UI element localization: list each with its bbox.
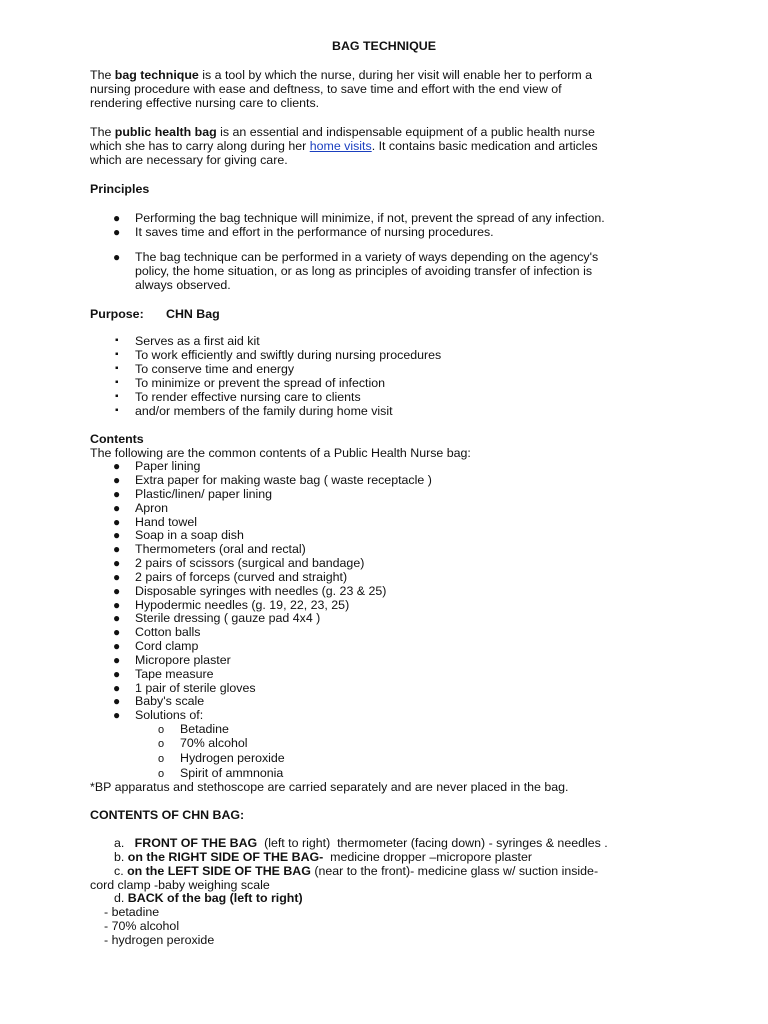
bullet-dot: ● — [113, 487, 121, 501]
sub-bullet-circle: o — [158, 768, 165, 780]
contents-item: Solutions of: — [135, 708, 204, 722]
bullet-dot: ● — [113, 501, 121, 515]
solution-item: Hydrogen peroxide — [180, 751, 285, 765]
bullet-dot: ● — [113, 473, 121, 487]
sub-bullet-circle: o — [158, 738, 165, 750]
intro-p2-line3: which are necessary for giving care. — [90, 153, 288, 167]
chn-item-a: a. FRONT OF THE BAG (left to right) thermometer (facing down) - syringes & needles . — [114, 836, 608, 850]
contents-item: Thermometers (oral and rectal) — [135, 542, 306, 556]
contents-intro: The following are the common contents of a Public Health Nurse bag: — [90, 446, 471, 460]
purpose-subheading: CHN Bag — [166, 307, 220, 321]
bullet-square: ▪ — [115, 405, 119, 416]
principles-item-3-line1: The bag technique can be performed in a variety of ways depending on the agency's — [135, 250, 599, 264]
intro-p2-line1: The public health bag is an essential and indispensable equipment of a public health nurse — [90, 125, 595, 139]
intro-p1-line3: rendering effective nursing care to clients. — [90, 96, 320, 110]
purpose-item: To work efficiently and swiftly during nursing procedures — [135, 348, 442, 362]
principles-item-1: Performing the bag technique will minimize, if not, prevent the spread of any infection. — [135, 211, 605, 225]
bullet-square: ▪ — [115, 363, 119, 374]
bullet-dot: ● — [113, 708, 121, 722]
intro-p1-line2: nursing procedure with ease and deftness, to save time and effort with the end view of — [90, 82, 562, 96]
bullet-square: ▪ — [115, 349, 119, 360]
bullet-dot: ● — [113, 556, 121, 570]
bullet-square: ▪ — [115, 335, 119, 346]
purpose-item: To minimize or prevent the spread of infection — [135, 376, 386, 390]
bullet-dot: ● — [113, 694, 121, 708]
principles-item-2: It saves time and effort in the performance of nursing procedures. — [135, 225, 494, 239]
public-health-bag-term: public health bag — [114, 125, 217, 139]
solution-item: Spirit of ammnonia — [180, 766, 284, 780]
home-visits-link[interactable]: home visits — [309, 139, 372, 153]
solution-item: 70% alcohol — [180, 736, 248, 750]
back-item: - betadine — [104, 905, 160, 919]
contents-item: Apron — [135, 501, 169, 515]
bullet-dot: ● — [113, 584, 121, 598]
sub-bullet-circle: o — [158, 724, 165, 736]
intro-p2-line2: which she has to carry along during her home visits. It contains basic medication and articles — [90, 139, 598, 153]
bullet-dot: ● — [113, 653, 121, 667]
bullet-dot: ● — [113, 211, 121, 225]
principles-item-3-line3: always observed. — [135, 278, 231, 292]
contents-item: Extra paper for making waste bag ( waste receptacle ) — [135, 473, 432, 487]
bullet-dot: ● — [113, 528, 121, 542]
chn-item-d: d. BACK of the bag (left to right) — [114, 891, 303, 905]
chn-item-c-line2: cord clamp -baby weighing scale — [90, 878, 270, 892]
back-item: - hydrogen peroxide — [104, 933, 215, 947]
bullet-dot: ● — [113, 681, 121, 695]
sub-bullet-circle: o — [158, 753, 165, 765]
chn-heading: CONTENTS OF CHN BAG: — [90, 808, 245, 822]
bullet-dot: ● — [113, 225, 121, 239]
contents-item: 2 pairs of forceps (curved and straight) — [135, 570, 348, 584]
contents-item: Micropore plaster — [135, 653, 231, 667]
bullet-dot: ● — [113, 570, 121, 584]
page-title: BAG TECHNIQUE — [332, 39, 436, 53]
bullet-dot: ● — [113, 598, 121, 612]
bullet-square: ▪ — [115, 377, 119, 388]
chn-item-c-line1: c. on the LEFT SIDE OF THE BAG (near to the front)- medicine glass w/ suction inside- — [114, 864, 599, 878]
bullet-dot: ● — [113, 667, 121, 681]
bullet-dot: ● — [113, 639, 121, 653]
bullet-dot: ● — [113, 250, 121, 264]
contents-item: 1 pair of sterile gloves — [135, 681, 256, 695]
principles-heading: Principles — [90, 182, 150, 196]
contents-note: *BP apparatus and stethoscope are carried separately and are never placed in the bag. — [90, 780, 569, 794]
contents-item: Hand towel — [135, 515, 197, 529]
purpose-heading: Purpose: — [90, 307, 144, 321]
bullet-dot: ● — [113, 542, 121, 556]
bullet-dot: ● — [113, 515, 121, 529]
purpose-item: Serves as a first aid kit — [135, 334, 260, 348]
purpose-item: To render effective nursing care to clients — [135, 390, 361, 404]
contents-item: Hypodermic needles (g. 19, 22, 23, 25) — [135, 598, 350, 612]
contents-item: Soap in a soap dish — [135, 528, 244, 542]
contents-item: Sterile dressing ( gauze pad 4x4 ) — [135, 611, 321, 625]
contents-item: Tape measure — [135, 667, 214, 681]
bullet-square: ▪ — [115, 391, 119, 402]
contents-item: Paper lining — [135, 459, 201, 473]
bullet-dot: ● — [113, 625, 121, 639]
contents-heading: Contents — [90, 432, 144, 446]
contents-item: 2 pairs of scissors (surgical and bandage) — [135, 556, 365, 570]
solution-item: Betadine — [180, 722, 229, 736]
intro-p1-line1: The bag technique is a tool by which the nurse, during her visit will enable her to perform a — [90, 68, 593, 82]
back-item: - 70% alcohol — [104, 919, 180, 933]
contents-item: Cord clamp — [135, 639, 199, 653]
contents-item: Baby's scale — [135, 694, 205, 708]
bullet-dot: ● — [113, 459, 121, 473]
bullet-dot: ● — [113, 611, 121, 625]
contents-item: Cotton balls — [135, 625, 201, 639]
principles-item-3-line2: policy, the home situation, or as long as principles of avoiding transfer of infection is — [135, 264, 593, 278]
contents-item: Plastic/linen/ paper lining — [135, 487, 273, 501]
contents-item: Disposable syringes with needles (g. 23 & 25) — [135, 584, 387, 598]
bag-technique-term: bag technique — [114, 68, 199, 82]
chn-item-b: b. on the RIGHT SIDE OF THE BAG- medicine dropper –micropore plaster — [114, 850, 532, 864]
purpose-item: To conserve time and energy — [135, 362, 295, 376]
purpose-item: and/or members of the family during home visit — [135, 404, 393, 418]
